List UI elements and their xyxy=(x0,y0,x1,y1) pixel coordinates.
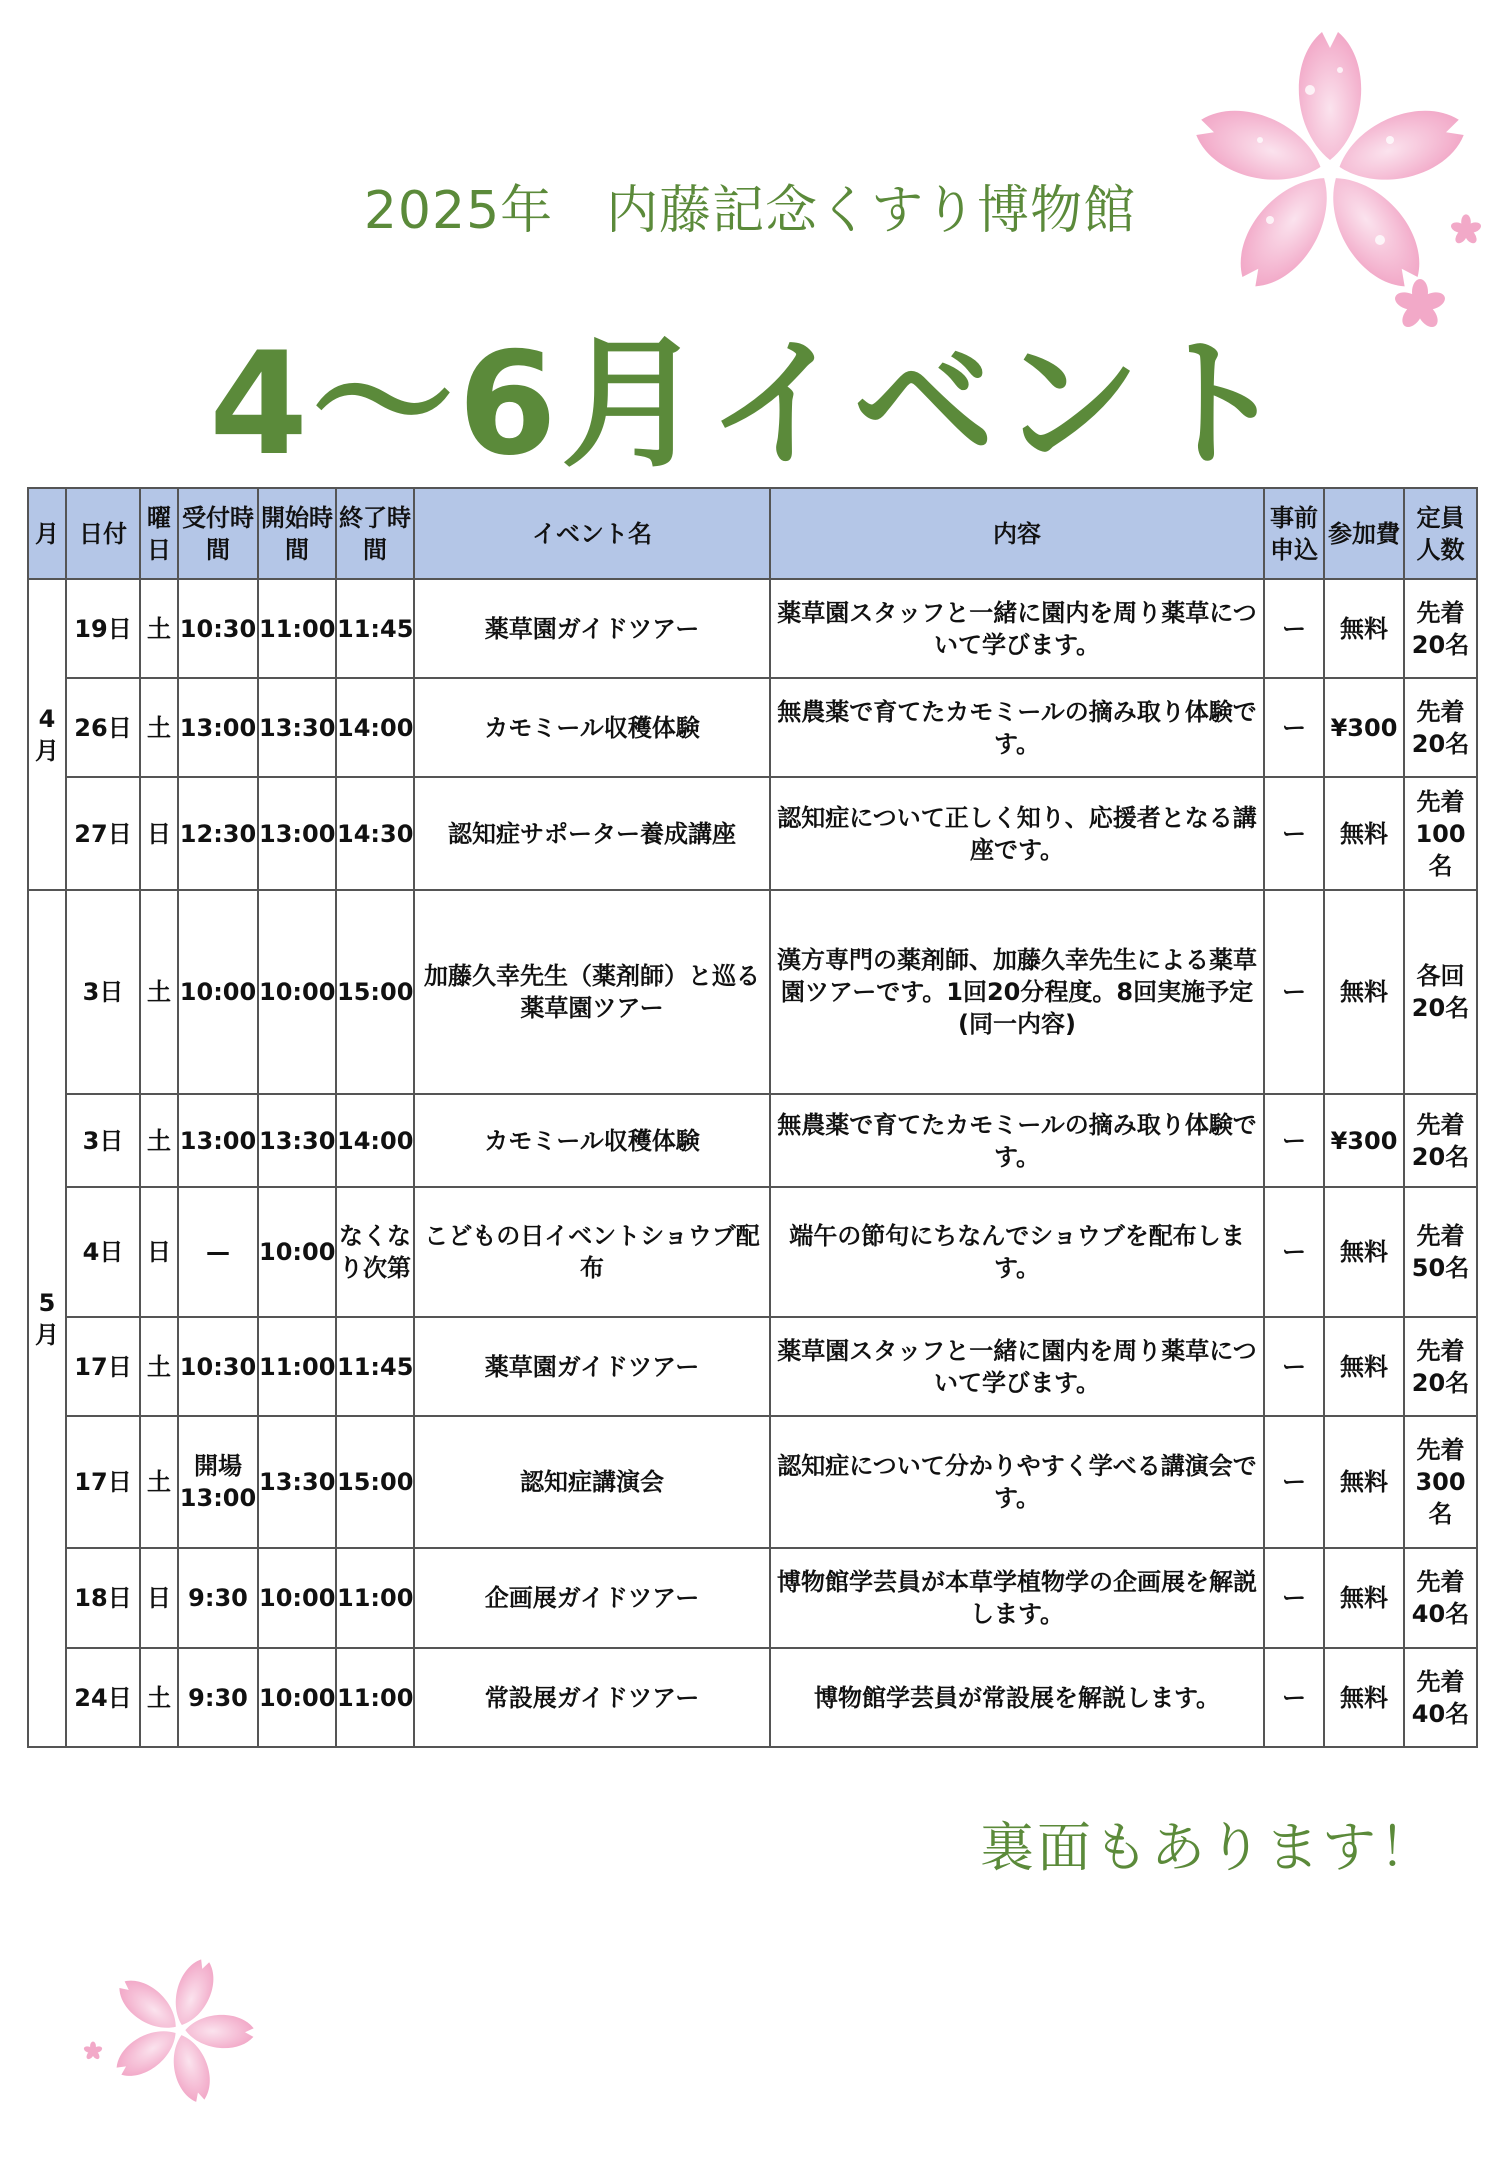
cell-date: 19日 xyxy=(66,579,140,678)
col-fee: 参加費 xyxy=(1324,488,1404,579)
cell-reception: 13:00 xyxy=(178,1094,258,1187)
cell-capacity: 先着20名 xyxy=(1404,1317,1477,1416)
cell-capacity: 先着40名 xyxy=(1404,1548,1477,1648)
table-row xyxy=(28,777,1477,890)
cell-date: 3日 xyxy=(66,1094,140,1187)
col-start: 開始時間 xyxy=(258,488,336,579)
cell-capacity: 先着300名 xyxy=(1404,1416,1477,1548)
col-end: 終了時間 xyxy=(336,488,414,579)
cell-weekday: 土 xyxy=(140,1094,178,1187)
cell-end: 11:00 xyxy=(336,1648,414,1747)
cell-start: 13:30 xyxy=(258,678,336,777)
cell-capacity: 各回20名 xyxy=(1404,890,1477,1094)
cell-capacity: 先着20名 xyxy=(1404,579,1477,678)
col-reception: 受付時間 xyxy=(178,488,258,579)
cell-event: こどもの日イベントショウブ配布 xyxy=(414,1187,770,1317)
cell-weekday: 土 xyxy=(140,678,178,777)
cell-end: 11:00 xyxy=(336,1548,414,1648)
cell-prereg: ー xyxy=(1264,678,1324,777)
col-prereg: 事前申込 xyxy=(1264,488,1324,579)
cell-event: 認知症講演会 xyxy=(414,1416,770,1548)
col-content: 内容 xyxy=(770,488,1264,579)
cell-content: 薬草園スタッフと一緒に園内を周り薬草について学びます。 xyxy=(770,579,1264,678)
cell-reception: 13:00 xyxy=(178,678,258,777)
month-april: 4月 xyxy=(28,579,66,890)
cell-content: 無農薬で育てたカモミールの摘み取り体験です。 xyxy=(770,678,1264,777)
cell-content: 博物館学芸員が常設展を解説します。 xyxy=(770,1648,1264,1747)
cell-fee: ¥300 xyxy=(1324,1094,1404,1187)
cell-start: 10:00 xyxy=(258,1648,336,1747)
cell-date: 17日 xyxy=(66,1416,140,1548)
cell-date: 26日 xyxy=(66,678,140,777)
cell-content: 無農薬で育てたカモミールの摘み取り体験です。 xyxy=(770,1094,1264,1187)
cell-fee: 無料 xyxy=(1324,1648,1404,1747)
cell-prereg: ー xyxy=(1264,777,1324,890)
cell-date: 24日 xyxy=(66,1648,140,1747)
cell-event: カモミール収穫体験 xyxy=(414,1094,770,1187)
cell-end: なくなり次第 xyxy=(336,1187,414,1317)
table-row xyxy=(28,1648,1477,1747)
cell-reception: — xyxy=(178,1187,258,1317)
cell-fee: 無料 xyxy=(1324,890,1404,1094)
cell-reception: 12:30 xyxy=(178,777,258,890)
col-capacity: 定員人数 xyxy=(1404,488,1477,579)
cell-fee: ¥300 xyxy=(1324,678,1404,777)
cell-prereg: ー xyxy=(1264,579,1324,678)
cell-fee: 無料 xyxy=(1324,777,1404,890)
cell-start: 13:30 xyxy=(258,1094,336,1187)
cell-weekday: 土 xyxy=(140,579,178,678)
cell-weekday: 土 xyxy=(140,1648,178,1747)
cell-weekday: 日 xyxy=(140,1548,178,1648)
month-may: 5月 xyxy=(28,890,66,1747)
cell-start: 10:00 xyxy=(258,890,336,1094)
table-row xyxy=(28,678,1477,777)
cell-capacity: 先着40名 xyxy=(1404,1648,1477,1747)
cell-end: 14:30 xyxy=(336,777,414,890)
cell-content: 薬草園スタッフと一緒に園内を周り薬草について学びます。 xyxy=(770,1317,1264,1416)
cell-start: 11:00 xyxy=(258,1317,336,1416)
cell-capacity: 先着20名 xyxy=(1404,1094,1477,1187)
cell-event: 薬草園ガイドツアー xyxy=(414,1317,770,1416)
cell-weekday: 土 xyxy=(140,1416,178,1548)
cell-start: 13:00 xyxy=(258,777,336,890)
col-date: 日付 xyxy=(66,488,140,579)
page-title: 4～6月イベント xyxy=(209,322,1291,487)
cell-reception: 10:30 xyxy=(178,1317,258,1416)
cell-content: 漢方専門の薬剤師、加藤久幸先生による薬草園ツアーです。1回20分程度。8回実施予定(同一内容) xyxy=(770,890,1264,1094)
table-row xyxy=(28,1416,1477,1548)
cell-start: 13:30 xyxy=(258,1416,336,1548)
table-row xyxy=(28,1317,1477,1416)
cell-content: 認知症について分かりやすく学べる講演会です。 xyxy=(770,1416,1264,1548)
sakura-small-icon xyxy=(82,2040,104,2062)
table-header-row xyxy=(28,488,1477,579)
table-row xyxy=(28,1094,1477,1187)
back-side-note: 裏面もあります！ xyxy=(980,1816,1436,1879)
cell-end: 11:45 xyxy=(336,1317,414,1416)
cell-weekday: 土 xyxy=(140,890,178,1094)
cell-start: 11:00 xyxy=(258,579,336,678)
cell-capacity: 先着20名 xyxy=(1404,678,1477,777)
cell-reception: 10:30 xyxy=(178,579,258,678)
cell-prereg: ー xyxy=(1264,1094,1324,1187)
cell-prereg: ー xyxy=(1264,1187,1324,1317)
cell-event: 薬草園ガイドツアー xyxy=(414,579,770,678)
cell-event: 加藤久幸先生（薬剤師）と巡る薬草園ツアー xyxy=(414,890,770,1094)
cell-reception: 9:30 xyxy=(178,1648,258,1747)
cell-prereg: ー xyxy=(1264,1317,1324,1416)
cell-date: 27日 xyxy=(66,777,140,890)
table-row xyxy=(28,890,1477,1094)
event-table xyxy=(27,487,1478,1748)
cell-end: 11:45 xyxy=(336,579,414,678)
cell-reception: 開場13:00 xyxy=(178,1416,258,1548)
cell-content: 博物館学芸員が本草学植物学の企画展を解説します。 xyxy=(770,1548,1264,1648)
cell-event: 企画展ガイドツアー xyxy=(414,1548,770,1648)
cell-date: 4日 xyxy=(66,1187,140,1317)
sakura-flower-icon xyxy=(100,1950,260,2110)
table-row xyxy=(28,579,1477,678)
cell-fee: 無料 xyxy=(1324,1317,1404,1416)
cell-weekday: 日 xyxy=(140,777,178,890)
cell-capacity: 先着100名 xyxy=(1404,777,1477,890)
cell-end: 15:00 xyxy=(336,1416,414,1548)
cell-start: 10:00 xyxy=(258,1187,336,1317)
table-row xyxy=(28,1187,1477,1317)
cell-event: カモミール収穫体験 xyxy=(414,678,770,777)
cell-prereg: ー xyxy=(1264,1416,1324,1548)
cell-prereg: ー xyxy=(1264,890,1324,1094)
cell-reception: 10:00 xyxy=(178,890,258,1094)
col-month: 月 xyxy=(28,488,66,579)
cell-date: 3日 xyxy=(66,890,140,1094)
cell-reception: 9:30 xyxy=(178,1548,258,1648)
cell-event: 常設展ガイドツアー xyxy=(414,1648,770,1747)
cell-event: 認知症サポーター養成講座 xyxy=(414,777,770,890)
cell-start: 10:00 xyxy=(258,1548,336,1648)
cell-end: 14:00 xyxy=(336,678,414,777)
museum-subtitle: 2025年 内藤記念くすり博物館 xyxy=(363,181,1137,241)
table-row xyxy=(28,1548,1477,1648)
cell-date: 17日 xyxy=(66,1317,140,1416)
cell-prereg: ー xyxy=(1264,1648,1324,1747)
cell-date: 18日 xyxy=(66,1548,140,1648)
cell-weekday: 土 xyxy=(140,1317,178,1416)
cell-capacity: 先着50名 xyxy=(1404,1187,1477,1317)
cell-content: 認知症について正しく知り、応援者となる講座です。 xyxy=(770,777,1264,890)
cell-end: 15:00 xyxy=(336,890,414,1094)
cell-fee: 無料 xyxy=(1324,1187,1404,1317)
cell-weekday: 日 xyxy=(140,1187,178,1317)
col-weekday: 曜日 xyxy=(140,488,178,579)
col-event: イベント名 xyxy=(414,488,770,579)
cell-end: 14:00 xyxy=(336,1094,414,1187)
cell-prereg: ー xyxy=(1264,1548,1324,1648)
cell-fee: 無料 xyxy=(1324,1416,1404,1548)
cell-content: 端午の節句にちなんでショウブを配布します。 xyxy=(770,1187,1264,1317)
cell-fee: 無料 xyxy=(1324,579,1404,678)
cell-fee: 無料 xyxy=(1324,1548,1404,1648)
